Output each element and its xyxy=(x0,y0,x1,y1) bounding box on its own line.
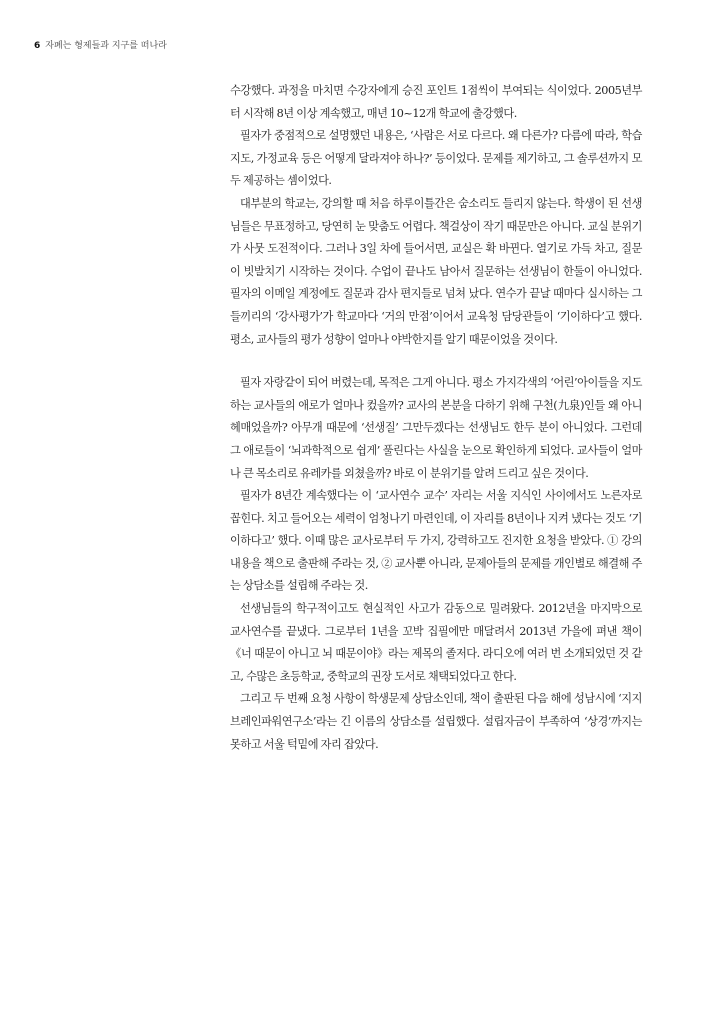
paragraph: 대부분의 학교는, 강의할 때 처음 하루이틀간은 숨소리도 들리지 않는다. 학생이 된 선생님들은 무표정하고, 당연히 눈 맞춤도 어렵다. 책걸상이 작기 때문만은 아니다. 교실 분위기가 사뭇 도전적이다. 그러나 3일 차에 들어서면, 교실은 확 바뀐다. 열기로 가득 차고, 질문이 빗발치기 시작하는 것이다. 수업이 끝나도 남아서 질문하는 선생님이 한둘이 아니었다. 필자의 이메일 계정에도 질문과 감사 편지들로 넘쳐 났다. 연수가 끝날 때마다 실시하는 그들끼리의 ‘강사평가’가 학교마다 ‘거의 만점’이어서 교육청 담당관들이 ‘기이하다’고 했다. 평소, 교사들의 평가 성향이 얼마나 야박한지를 알기 때문이었을 것이다. xyxy=(230,196,642,346)
paragraph: 필자가 중점적으로 설명했던 내용은, ‘사람은 서로 다르다. 왜 다른가? 다름에 따라, 학습지도, 가정교육 등은 어떻게 달라져야 하나?’ 등이었다. 문제를 제기하고, 그 솔루션까지 모두 제공하는 셈이었다. xyxy=(230,129,642,188)
paragraph: 수강했다. 과정을 마치면 수강자에게 승진 포인트 1점씩이 부여되는 식이었다. 2005년부터 시작해 8년 이상 계속했고, 매년 10~12개 학교에 출강했다. xyxy=(230,84,642,120)
page-number: 6 xyxy=(34,41,41,51)
paragraph: 필자 자랑같이 되어 버렸는데, 목적은 그게 아니다. 평소 가지각색의 ‘어린’아이들을 지도하는 교사들의 애로가 얼마나 컸을까? 교사의 본분을 다하기 위해 구천(九泉)인들 왜 아니 헤매었을까? 아무개 때문에 ‘선생질’ 그만두겠다는 선생님도 한두 분이 아니었다. 그런데 그 애로들이 ‘뇌과학적으로 쉽게’ 풀린다는 사실을 눈으로 확인하게 되었다. 교사들이 얼마나 큰 목소리로 유레카를 외쳤을까? 바로 이 분위기를 알려 드리고 싶은 것이다. xyxy=(230,376,642,480)
body-text xyxy=(230,80,642,756)
paragraph: 그리고 두 번째 요청 사항이 학생문제 상담소인데, 책이 출판된 다음 해에 성남시에 ‘지지브레인파워연구소’라는 긴 이름의 상담소를 설립했다. 설립자금이 부족하여 ‘상경’까지는 못하고 서울 턱밑에 자리 잡았다. xyxy=(230,692,642,751)
section-gap xyxy=(230,351,642,372)
running-header xyxy=(34,38,167,51)
paragraph: 선생님들의 학구적이고도 현실적인 사고가 감동으로 밀려왔다. 2012년을 마지막으로 교사연수를 끝냈다. 그로부터 1년을 꼬박 집필에만 매달려서 2013년 가을에 펴낸 책이 《너 때문이 아니고 뇌 때문이야》라는 제목의 졸저다. 라디오에 여러 번 소개되었던 것 같고, 수많은 초등학교, 중학교의 권장 도서로 채택되었다고 한다. xyxy=(230,602,642,683)
running-title: 자폐는 형제들과 지구를 떠나라 xyxy=(45,41,167,51)
paragraph: 필자가 8년간 계속했다는 이 ‘교사연수 교수’ 자리는 서울 지식인 사이에서도 노른자로 꼽힌다. 치고 들어오는 세력이 엄청나기 마련인데, 이 자리를 8년이나 지켜 냈다는 것도 ‘기이하다고’ 했다. 이때 많은 교사로부터 두 가지, 강력하고도 진지한 요청을 받았다. ① 강의 내용을 책으로 출판해 주라는 것, ② 교사뿐 아니라, 문제아들의 문제를 개인별로 해결해 주는 상담소를 설립해 주라는 것. xyxy=(230,489,642,593)
